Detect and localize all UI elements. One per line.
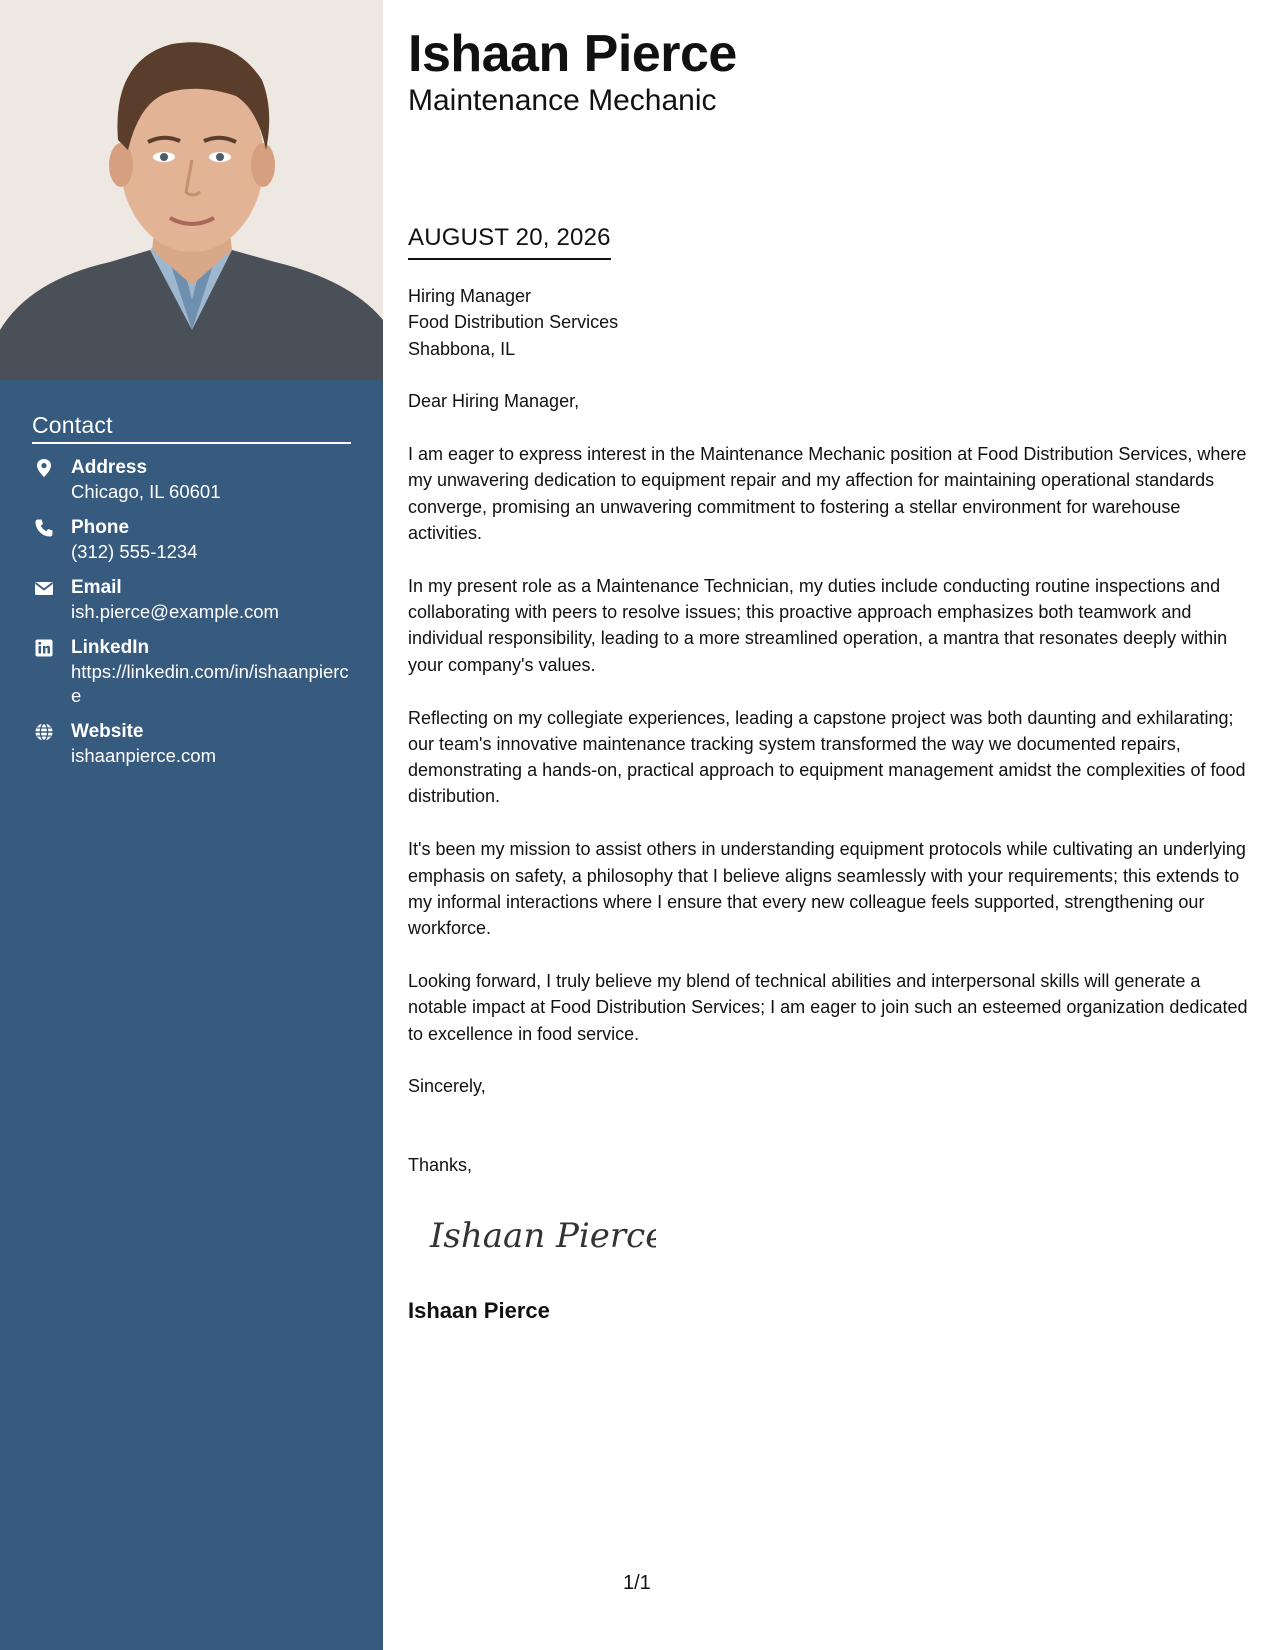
recipient-line: Shabbona, IL — [408, 338, 516, 359]
contact-value: https://linkedin.com/in/ishaanpierce — [71, 661, 349, 706]
globe-icon — [34, 722, 54, 742]
contact-linkedin — [32, 636, 351, 708]
contact-value: ishaanpierce.com — [71, 745, 216, 766]
letter-date: AUGUST 20, 2026 — [408, 224, 611, 260]
contact-label: Address — [71, 457, 148, 478]
contact-value: Chicago, IL 60601 — [71, 481, 221, 502]
paragraph: It's been my mission to assist others in understanding equipment protocols while cultivating an underlying emphasis on safety, a philosophy that I believe aligns seamlessly with your requirements; this extends to my informal interactions where I ensure that every new colleague feels supported, strengthening our workforce. — [408, 839, 1246, 939]
contact-address — [32, 456, 351, 504]
contact-label: Website — [71, 721, 144, 742]
envelope-icon — [34, 578, 54, 598]
sidebar — [0, 0, 383, 1650]
applicant-name: Ishaan Pierce — [408, 25, 737, 83]
paragraph: Looking forward, I truly believe my blend of technical abilities and interpersonal skills will generate a notable impact at Food Distribution Services; I am eager to join such an esteemed organization dedicated to excellence in food service. — [408, 970, 1248, 1044]
page-number: 1/1 — [623, 1572, 651, 1594]
contact-label: Phone — [71, 517, 130, 538]
linkedin-icon — [34, 638, 54, 658]
contact-label: Email — [71, 577, 122, 598]
handwritten-signature — [426, 1205, 656, 1270]
profile-photo — [0, 0, 383, 380]
thanks-line: Thanks, — [408, 1154, 473, 1175]
contact-value: (312) 555-1234 — [71, 541, 198, 562]
closing: Sincerely, — [408, 1076, 486, 1097]
phone-icon — [34, 518, 54, 538]
recipient-line: Food Distribution Services — [408, 312, 619, 333]
salutation: Dear Hiring Manager, — [408, 391, 580, 412]
letter-body — [408, 283, 1253, 1204]
contact-email — [32, 576, 351, 624]
signature-script: Ishaan Pierce — [430, 1216, 656, 1256]
contact-value: ish.pierce@example.com — [71, 601, 279, 622]
contact-section — [32, 412, 351, 768]
recipient-block — [408, 283, 1253, 362]
contact-label: LinkedIn — [71, 637, 150, 658]
recipient-line: Hiring Manager — [408, 286, 532, 306]
contact-phone — [32, 516, 351, 564]
paragraph: In my present role as a Maintenance Technician, my duties include conducting routine inspections and collaborating with peers to resolve issues; this proactive approach emphasizes both teamwork and individual responsibility, leading to a more streamlined operation, a mantra that resonates deeply within your company's values. — [408, 575, 1228, 675]
job-title: Maintenance Mechanic — [408, 84, 717, 117]
contact-website — [32, 720, 351, 768]
paragraph: Reflecting on my collegiate experiences, leading a capstone project was both daunting and exhilarating; our team's innovative maintenance tracking system transformed the way we documented repairs, demonstrating a hands-on, practical approach to equipment management amidst the complexities of food distribution. — [408, 707, 1246, 807]
signer-name: Ishaan Pierce — [408, 1298, 550, 1323]
map-pin-icon — [34, 458, 54, 478]
contact-heading: Contact — [32, 412, 351, 444]
paragraph: I am eager to express interest in the Maintenance Mechanic position at Food Distribution Services, where my unwavering dedication to equipment repair and my affection for maintaining operational standards converge, promising an unwavering commitment to fostering a stellar environment for warehouse activities. — [408, 444, 1247, 544]
